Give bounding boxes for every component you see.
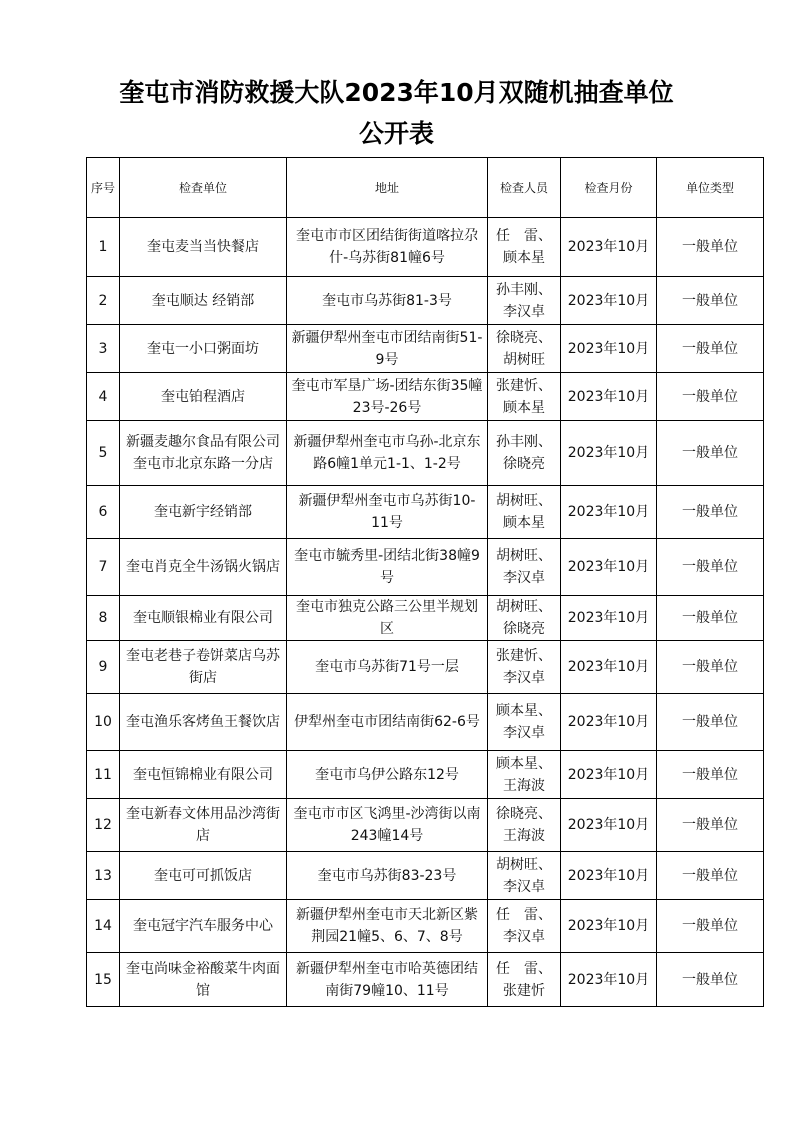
cell-unit: 奎屯新春文体用品沙湾街店: [120, 799, 287, 852]
cell-address: 新疆伊犁州奎屯市哈英德团结南街79幢10、11号: [287, 953, 488, 1007]
cell-inspectors: 张建忻、李汉卓: [488, 641, 561, 694]
cell-seq: 13: [87, 852, 120, 900]
cell-type: 一般单位: [657, 539, 764, 596]
cell-address: 新疆伊犁州奎屯市乌孙-北京东路6幢1单元1-1、1-2号: [287, 421, 488, 486]
header-seq: 序号: [87, 158, 120, 218]
cell-seq: 1: [87, 218, 120, 277]
table-row: [87, 694, 764, 751]
cell-unit: 奎屯一小口粥面坊: [120, 325, 287, 373]
cell-inspectors: 徐晓亮、胡树旺: [488, 325, 561, 373]
header-month: 检查月份: [561, 158, 657, 218]
cell-month: 2023年10月: [561, 373, 657, 421]
cell-type: 一般单位: [657, 277, 764, 325]
cell-unit: 奎屯顺达 经销部: [120, 277, 287, 325]
table-row: [87, 953, 764, 1007]
cell-inspectors: 孙丰刚、徐晓亮: [488, 421, 561, 486]
cell-unit: 奎屯顺银棉业有限公司: [120, 596, 287, 641]
table-row: [87, 852, 764, 900]
cell-unit: 奎屯可可抓饭店: [120, 852, 287, 900]
cell-month: 2023年10月: [561, 799, 657, 852]
cell-inspectors: 徐晓亮、王海波: [488, 799, 561, 852]
inspection-table: [86, 157, 764, 1007]
cell-month: 2023年10月: [561, 596, 657, 641]
cell-type: 一般单位: [657, 486, 764, 539]
cell-seq: 4: [87, 373, 120, 421]
cell-type: 一般单位: [657, 641, 764, 694]
cell-address: 奎屯市乌伊公路东12号: [287, 751, 488, 799]
cell-inspectors: 孙丰刚、李汉卓: [488, 277, 561, 325]
header-unit: 检查单位: [120, 158, 287, 218]
table-row: [87, 373, 764, 421]
table-row: [87, 325, 764, 373]
cell-month: 2023年10月: [561, 900, 657, 953]
cell-seq: 11: [87, 751, 120, 799]
header-address: 地址: [287, 158, 488, 218]
cell-inspectors: 任 雷、顾本星: [488, 218, 561, 277]
table-body: [87, 218, 764, 1007]
cell-month: 2023年10月: [561, 694, 657, 751]
cell-address: 新疆伊犁州奎屯市团结南街51-9号: [287, 325, 488, 373]
cell-inspectors: 张建忻、顾本星: [488, 373, 561, 421]
cell-address: 新疆伊犁州奎屯市天北新区紫荆园21幢5、6、7、8号: [287, 900, 488, 953]
cell-address: 奎屯市独克公路三公里半规划区: [287, 596, 488, 641]
cell-month: 2023年10月: [561, 325, 657, 373]
cell-seq: 8: [87, 596, 120, 641]
table-row: [87, 596, 764, 641]
cell-month: 2023年10月: [561, 277, 657, 325]
cell-month: 2023年10月: [561, 421, 657, 486]
header-inspectors: 检查人员: [488, 158, 561, 218]
cell-address: 奎屯市乌苏街81-3号: [287, 277, 488, 325]
cell-address: 奎屯市市区飞鸿里-沙湾街以南243幢14号: [287, 799, 488, 852]
cell-unit: 奎屯新宇经销部: [120, 486, 287, 539]
cell-address: 奎屯市乌苏街83-23号: [287, 852, 488, 900]
cell-month: 2023年10月: [561, 852, 657, 900]
cell-inspectors: 胡树旺、李汉卓: [488, 539, 561, 596]
table-row: [87, 277, 764, 325]
cell-month: 2023年10月: [561, 751, 657, 799]
cell-inspectors: 顾本星、王海波: [488, 751, 561, 799]
cell-unit: 奎屯铂程酒店: [120, 373, 287, 421]
header-type: 单位类型: [657, 158, 764, 218]
cell-inspectors: 胡树旺、徐晓亮: [488, 596, 561, 641]
cell-unit: 奎屯老巷子卷饼菜店乌苏街店: [120, 641, 287, 694]
table-header-row: [87, 158, 764, 218]
cell-address: 奎屯市军垦广场-团结东街35幢23号-26号: [287, 373, 488, 421]
table-row: [87, 799, 764, 852]
cell-type: 一般单位: [657, 900, 764, 953]
cell-seq: 2: [87, 277, 120, 325]
cell-month: 2023年10月: [561, 486, 657, 539]
cell-seq: 6: [87, 486, 120, 539]
cell-seq: 7: [87, 539, 120, 596]
cell-type: 一般单位: [657, 694, 764, 751]
cell-inspectors: 任 雷、张建忻: [488, 953, 561, 1007]
table-row: [87, 421, 764, 486]
cell-type: 一般单位: [657, 751, 764, 799]
cell-seq: 9: [87, 641, 120, 694]
cell-seq: 10: [87, 694, 120, 751]
cell-month: 2023年10月: [561, 539, 657, 596]
table-row: [87, 486, 764, 539]
table-row: [87, 218, 764, 277]
cell-type: 一般单位: [657, 799, 764, 852]
cell-inspectors: 胡树旺、李汉卓: [488, 852, 561, 900]
cell-type: 一般单位: [657, 953, 764, 1007]
table-row: [87, 900, 764, 953]
table-row: [87, 539, 764, 596]
cell-unit: 奎屯恒锦棉业有限公司: [120, 751, 287, 799]
cell-month: 2023年10月: [561, 953, 657, 1007]
document-title: 奎屯市消防救援大队2023年10月双随机抽查单位: [119, 78, 674, 107]
cell-type: 一般单位: [657, 852, 764, 900]
cell-unit: 奎屯渔乐客烤鱼王餐饮店: [120, 694, 287, 751]
cell-type: 一般单位: [657, 596, 764, 641]
cell-address: 新疆伊犁州奎屯市乌苏街10-11号: [287, 486, 488, 539]
cell-type: 一般单位: [657, 218, 764, 277]
cell-month: 2023年10月: [561, 641, 657, 694]
cell-inspectors: 顾本星、李汉卓: [488, 694, 561, 751]
table-row: [87, 751, 764, 799]
cell-seq: 15: [87, 953, 120, 1007]
table-row: [87, 641, 764, 694]
cell-unit: 奎屯肖克全牛汤锅火锅店: [120, 539, 287, 596]
cell-unit: 新疆麦趣尔食品有限公司奎屯市北京东路一分店: [120, 421, 287, 486]
cell-address: 奎屯市市区团结街街道喀拉尕什-乌苏街81幢6号: [287, 218, 488, 277]
cell-type: 一般单位: [657, 373, 764, 421]
cell-address: 奎屯市乌苏街71号一层: [287, 641, 488, 694]
cell-seq: 12: [87, 799, 120, 852]
cell-address: 奎屯市毓秀里-团结北街38幢9号: [287, 539, 488, 596]
cell-address: 伊犁州奎屯市团结南街62-6号: [287, 694, 488, 751]
cell-month: 2023年10月: [561, 218, 657, 277]
cell-type: 一般单位: [657, 421, 764, 486]
cell-inspectors: 胡树旺、顾本星: [488, 486, 561, 539]
cell-type: 一般单位: [657, 325, 764, 373]
cell-seq: 3: [87, 325, 120, 373]
cell-inspectors: 任 雷、李汉卓: [488, 900, 561, 953]
cell-unit: 奎屯麦当当快餐店: [120, 218, 287, 277]
cell-unit: 奎屯尚味金裕酸菜牛肉面馆: [120, 953, 287, 1007]
cell-seq: 14: [87, 900, 120, 953]
document-subtitle: 公开表: [358, 119, 434, 148]
cell-seq: 5: [87, 421, 120, 486]
cell-unit: 奎屯冠宇汽车服务中心: [120, 900, 287, 953]
